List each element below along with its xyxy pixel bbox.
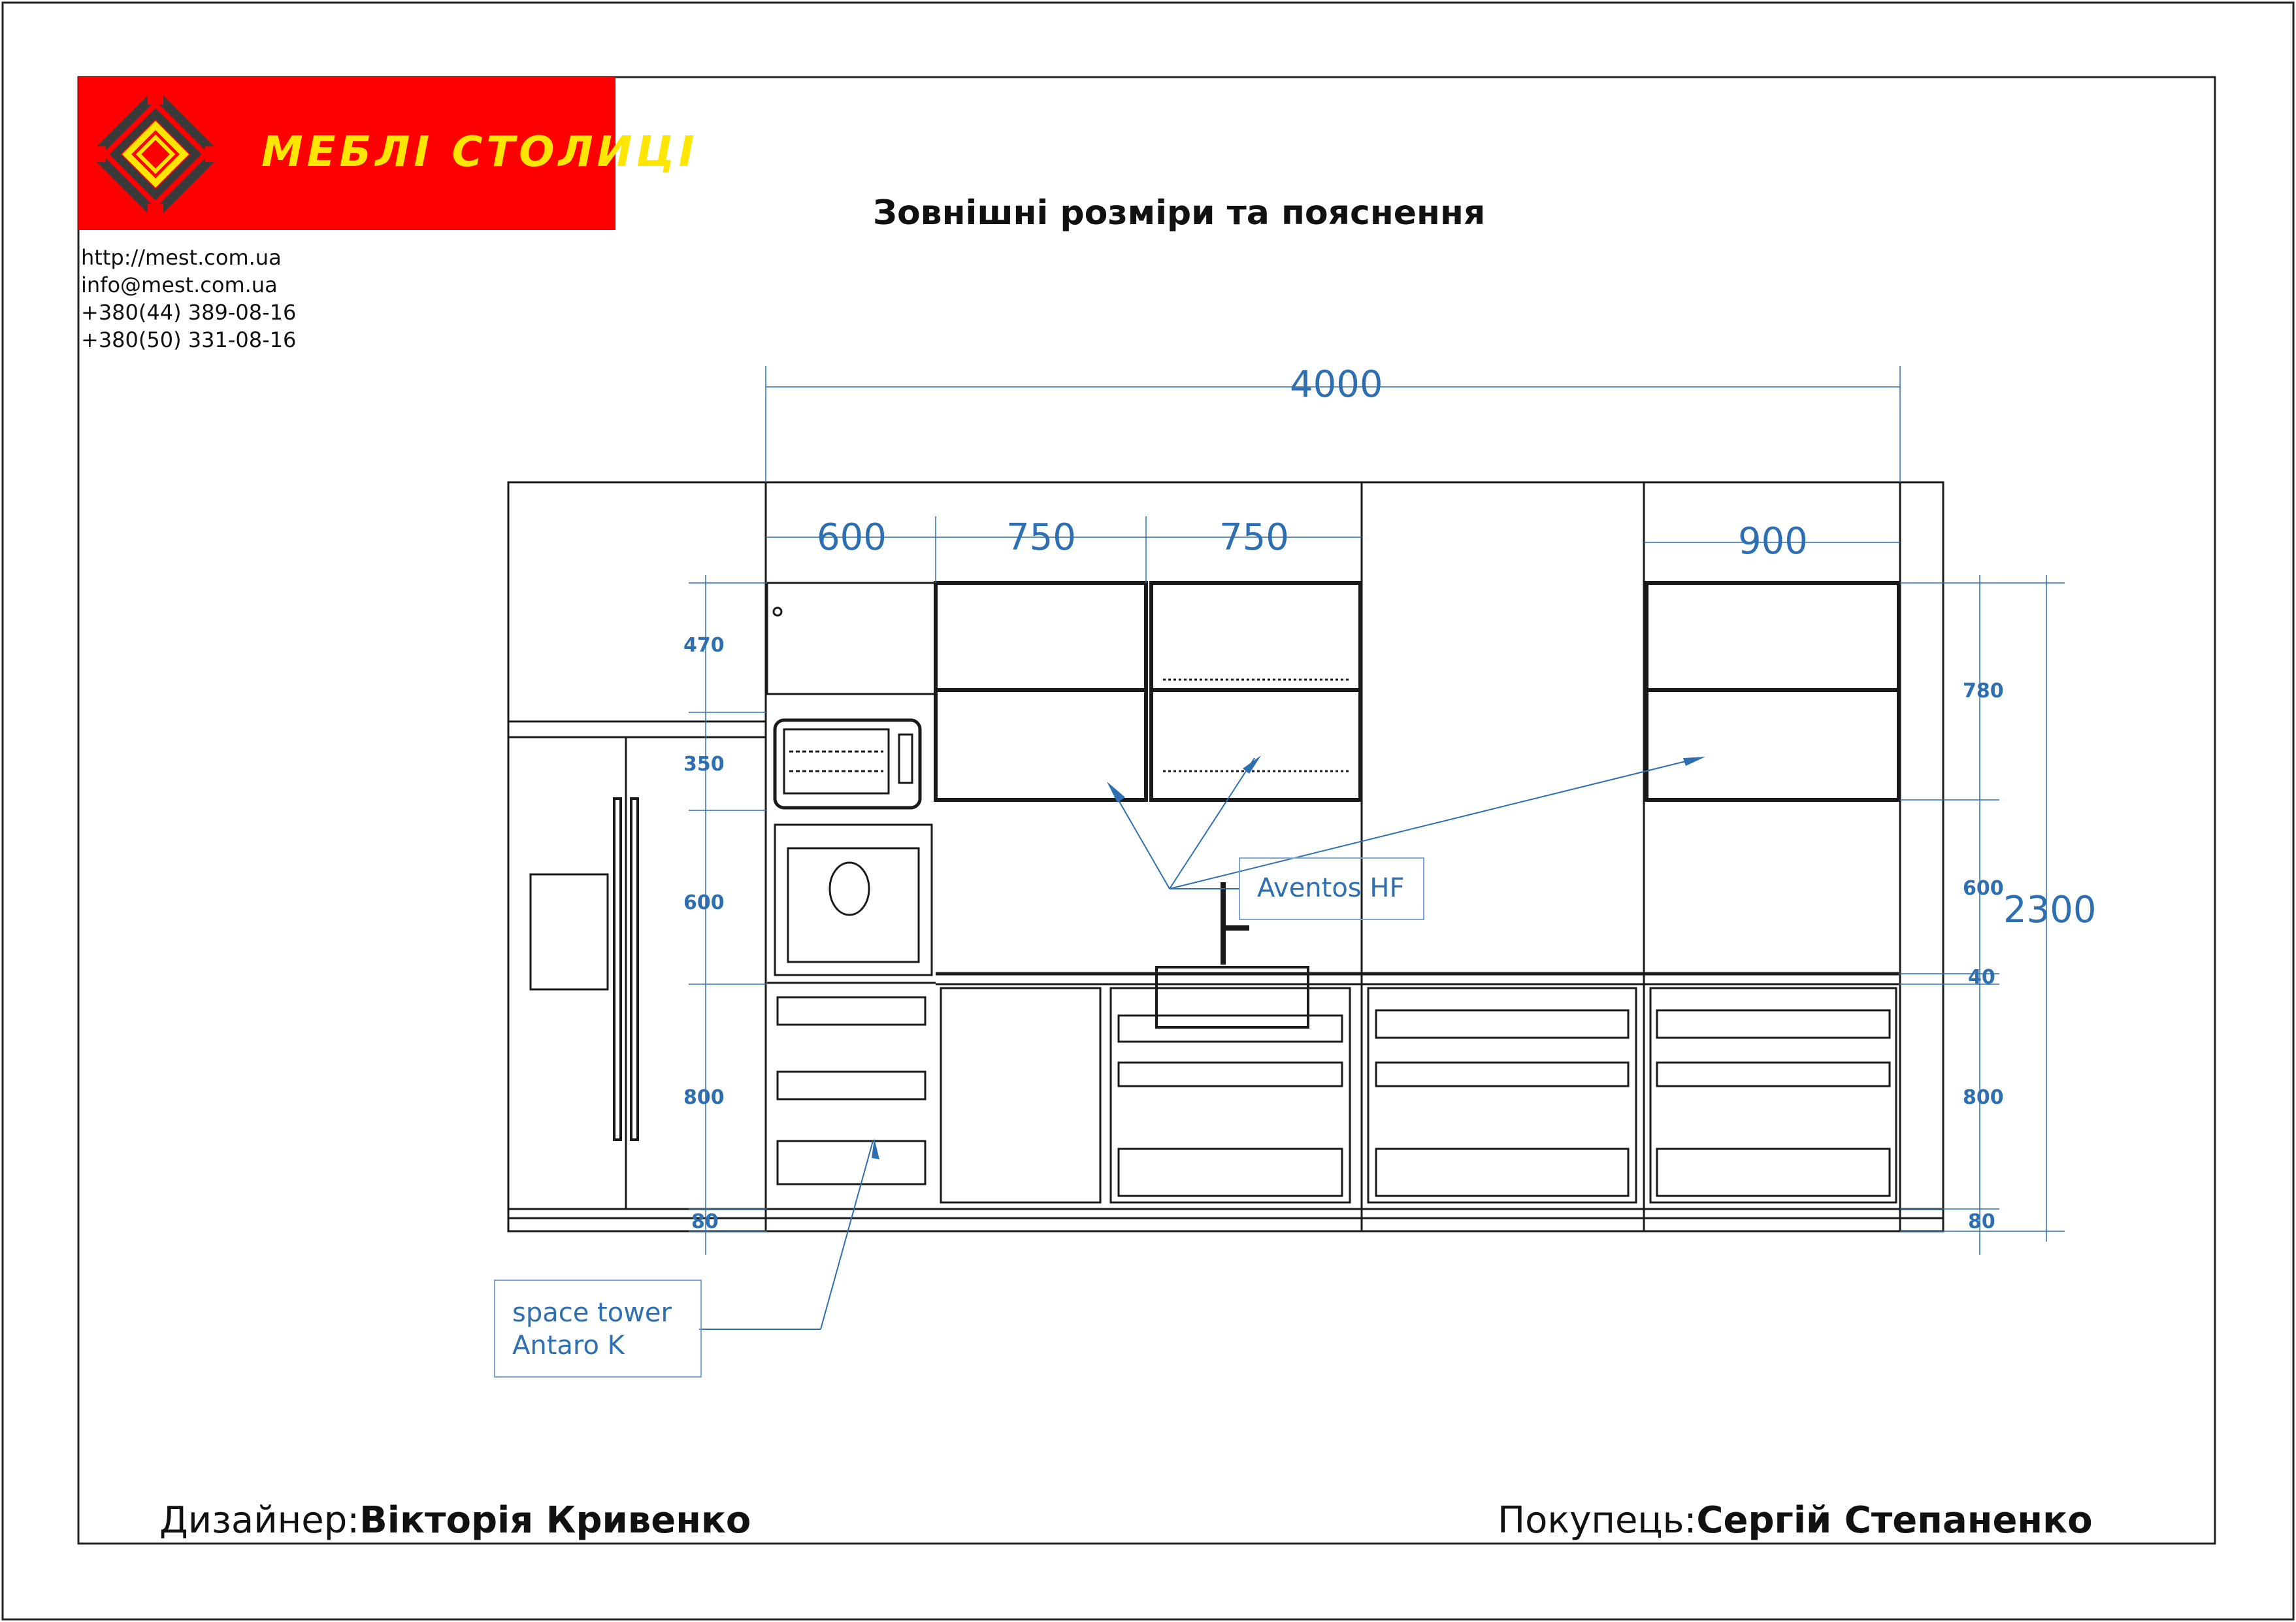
contact-email[interactable]: info@mest.com.ua (81, 273, 278, 297)
dim-left-height-1: 470 (683, 634, 725, 657)
dim-left-height-4: 800 (683, 1086, 725, 1109)
note-box-aventos (1239, 857, 1424, 920)
dim-left-height-5: 80 (691, 1210, 719, 1233)
dim-upper-width-2: 750 (1006, 516, 1076, 559)
dim-total-height: 2300 (2003, 889, 2097, 931)
drawing-title: Зовнішні розміри та пояснення (873, 193, 1486, 233)
note-aventos: Aventos HF (1257, 873, 1405, 903)
dim-right-height-5: 80 (1968, 1210, 1995, 1233)
dim-left-height-2: 350 (683, 753, 725, 776)
dim-right-height-4: 800 (1963, 1086, 2004, 1109)
customer-label: Покупець: (1498, 1499, 1697, 1542)
dim-right-height-1: 780 (1963, 680, 2004, 703)
contact-phone-2: +380(50) 331-08-16 (81, 327, 297, 352)
dim-left-height-3: 600 (683, 891, 725, 914)
customer-credit (1498, 1499, 2093, 1542)
designer-label: Дизайнер: (159, 1499, 360, 1542)
designer-name: Вікторія Кривенко (359, 1499, 751, 1542)
dim-upper-width-4: 900 (1738, 520, 1808, 563)
dim-total-width: 4000 (1290, 363, 1383, 406)
contact-website[interactable]: http://mest.com.ua (81, 245, 282, 270)
contact-phone-1: +380(44) 389-08-16 (81, 300, 297, 325)
designer-credit (159, 1499, 751, 1542)
dim-upper-width-3: 750 (1219, 516, 1289, 559)
note-box-space-tower (494, 1280, 702, 1378)
dim-upper-width-1: 600 (817, 516, 887, 559)
dim-right-height-2: 600 (1963, 877, 2004, 900)
brand-name: МЕБЛІ СТОЛИЦІ (261, 128, 698, 176)
customer-name: Сергій Степаненко (1696, 1499, 2093, 1542)
dim-right-height-3: 40 (1968, 966, 1995, 989)
note-space-tower-line2: Antaro K (512, 1331, 625, 1361)
note-space-tower-line1: space tower (512, 1298, 672, 1328)
